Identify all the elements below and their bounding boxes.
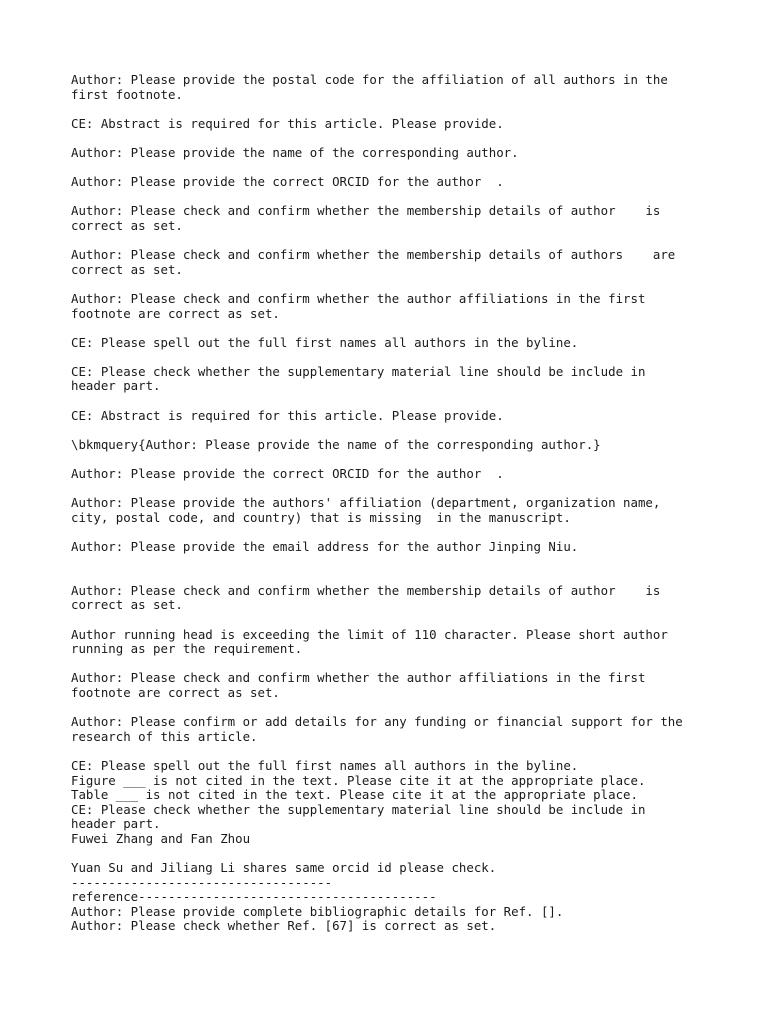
- document-line: [71, 701, 711, 716]
- document-line: Author: Please provide the postal code for the affiliation of all authors in the: [71, 72, 668, 87]
- document-line: CE: Abstract is required for this article. Please provide.: [71, 115, 504, 131]
- document-line: [71, 277, 711, 292]
- document-line: footnote are correct as set.: [71, 305, 280, 321]
- document-line: correct as set.: [71, 217, 183, 233]
- document-line: [71, 161, 711, 176]
- document-line: city, postal code, and country) that is missing in the manuscript.: [71, 509, 571, 525]
- document-line: correct as set.: [71, 261, 183, 277]
- document-line: footnote are correct as set.: [71, 684, 280, 700]
- document-line: Yuan Su and Jiliang Li shares same orcid id please check.: [71, 860, 497, 876]
- document-line: reference----------------------------------------: [71, 889, 437, 905]
- document-line: [71, 423, 711, 438]
- document-line: Author running head is exceeding the limit of 110 character. Please short author: [71, 626, 668, 642]
- document-line: CE: Please check whether the supplementary material line should be include in: [71, 363, 646, 379]
- document-line: Author: Please provide the correct ORCID for the author .: [71, 466, 504, 482]
- document-line: [71, 657, 711, 672]
- document-line: [71, 131, 711, 146]
- document-line: Author: Please check and confirm whether the author affiliations in the first: [71, 290, 646, 306]
- document-line: [71, 569, 711, 584]
- document-line: [71, 482, 711, 497]
- document-line: [71, 394, 711, 409]
- document-line: Fuwei Zhang and Fan Zhou: [71, 830, 251, 846]
- document-line: Author: Please provide complete bibliographic details for Ref. [].: [71, 903, 564, 919]
- document-line: correct as set.: [71, 597, 183, 613]
- document-line: [71, 555, 711, 570]
- document-line: Author: Please check and confirm whether the author affiliations in the first: [71, 670, 646, 686]
- document-line: CE: Please check whether the supplementary material line should be include in: [71, 801, 646, 817]
- document-line: Table ___ is not cited in the text. Please cite it at the appropriate place.: [71, 787, 638, 803]
- document-line: [71, 234, 711, 249]
- document-line: [71, 744, 711, 759]
- query-document: [71, 73, 711, 934]
- document-line: -----------------------------------: [71, 874, 333, 890]
- document-line: Author: Please confirm or add details for any funding or financial support for the: [71, 714, 683, 730]
- document-line: CE: Please spell out the full first names all authors in the byline.: [71, 334, 579, 350]
- document-line: research of this article.: [71, 728, 258, 744]
- document-line: running as per the requirement.: [71, 641, 303, 657]
- document-line: first footnote.: [71, 86, 183, 102]
- document-line: [71, 350, 711, 365]
- document-line: header part.: [71, 816, 161, 832]
- document-line: [71, 846, 711, 861]
- document-line: Author: Please provide the email address for the author Jinping Niu.: [71, 539, 579, 554]
- document-line: Author: Please check and confirm whether the membership details of author is: [71, 582, 661, 598]
- document-line: [71, 321, 711, 336]
- document-line: \bkmquery{Author: Please provide the name of the corresponding author.}: [71, 436, 601, 452]
- document-line: [71, 190, 711, 205]
- document-line: Figure ___ is not cited in the text. Please cite it at the appropriate place.: [71, 772, 646, 788]
- document-line: [71, 613, 711, 628]
- document-line: [71, 102, 711, 117]
- document-line: [71, 525, 711, 540]
- document-line: CE: Please spell out the full first names all authors in the byline.: [71, 757, 579, 773]
- document-line: header part.: [71, 378, 161, 394]
- document-line: Author: Please check and confirm whether the membership details of author is: [71, 203, 661, 219]
- document-line: Author: Please check and confirm whether the membership details of authors are: [71, 247, 676, 263]
- document-line: CE: Abstract is required for this article. Please provide.: [71, 407, 504, 423]
- document-line: Author: Please check whether Ref. [67] is correct as set.: [71, 918, 497, 934]
- document-line: Author: Please provide the name of the corresponding author.: [71, 144, 519, 160]
- document-line: [71, 452, 711, 467]
- document-line: Author: Please provide the authors' affiliation (department, organization name,: [71, 495, 661, 511]
- document-line: Author: Please provide the correct ORCID for the author .: [71, 174, 504, 190]
